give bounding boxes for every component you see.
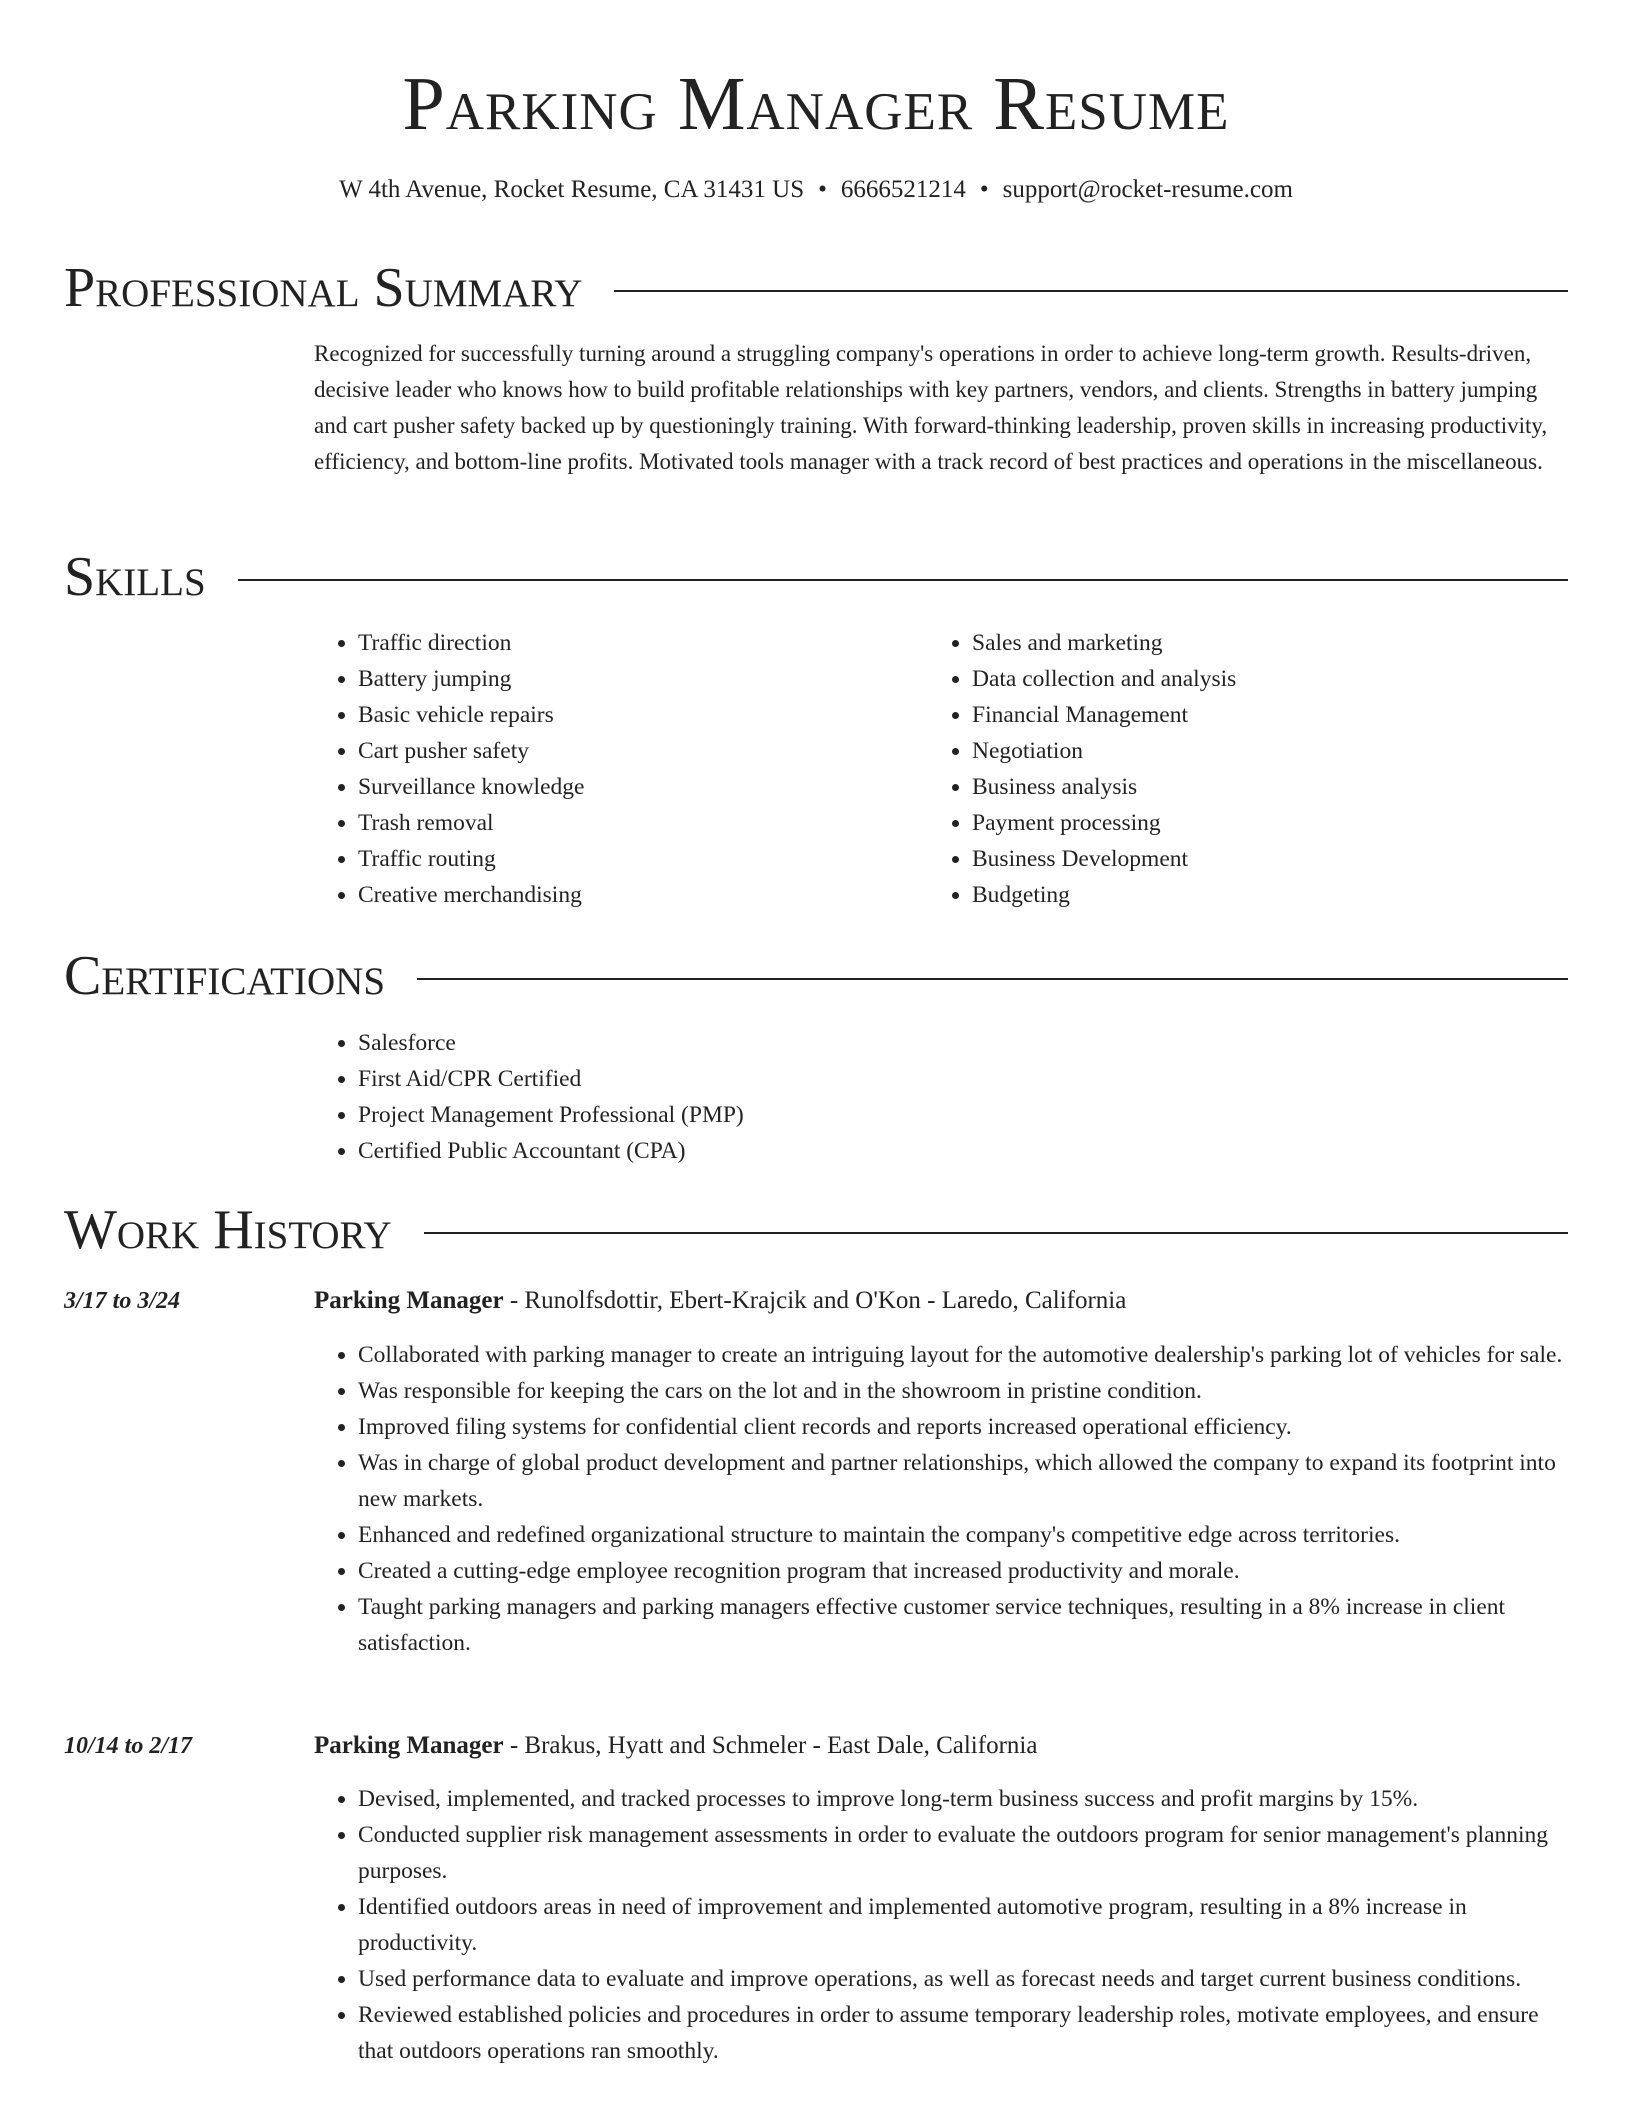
job-bullets <box>314 1337 1568 1661</box>
section-divider <box>238 579 1568 581</box>
job-dates: 10/14 to 2/17 <box>64 1733 193 1759</box>
section-divider <box>417 978 1568 980</box>
contact-line <box>64 174 1568 206</box>
certifications-block <box>314 1025 1568 1169</box>
certifications-list <box>314 1025 1568 1169</box>
list-item: • Sales and marketing <box>972 625 1528 661</box>
list-item: • Certified Public Accountant (CPA) <box>358 1133 1568 1169</box>
list-item: • Project Management Professional (PMP) <box>358 1097 1568 1133</box>
job-title-line <box>314 1283 1568 1319</box>
job-employer: - Runolfsdottir, Ebert-Krajcik and O'Kon - Laredo, California <box>503 1287 1127 1314</box>
list-item: • Collaborated with parking manager to create an intriguing layout for the automotive dealership's parking lot of vehicles for sale. <box>358 1337 1568 1373</box>
list-item: • Business Development <box>972 841 1528 877</box>
list-item: • Devised, implemented, and tracked processes to improve long-term business success and profit margins by 15%. <box>358 1781 1568 1817</box>
list-item: • Taught parking managers and parking managers effective customer service techniques, resulting in a 8% increase in client satisfaction. <box>358 1589 1568 1661</box>
section-divider <box>614 290 1568 292</box>
section-title-certifications: Certifications <box>64 945 386 1007</box>
section-title-work-history: Work History <box>64 1199 392 1261</box>
list-item: • Basic vehicle repairs <box>358 697 914 733</box>
list-item: • Budgeting <box>972 877 1528 913</box>
separator: • <box>818 176 827 203</box>
job-bullets <box>314 1781 1568 2069</box>
list-item: • Improved filing systems for confidential client records and reports increased operational efficiency. <box>358 1409 1568 1445</box>
list-item: • Battery jumping <box>358 661 914 697</box>
list-item: • First Aid/CPR Certified <box>358 1061 1568 1097</box>
section-divider <box>424 1232 1568 1234</box>
list-item: • Was in charge of global product development and partner relationships, which allowed the company to expand its footprint into new markets. <box>358 1445 1568 1517</box>
job-bullet-list <box>314 1781 1568 2069</box>
skills-column-left <box>314 625 914 913</box>
summary-heading-row <box>64 256 1568 320</box>
certifications-heading-row <box>64 944 1568 1008</box>
summary-text: Recognized for successfully turning around a struggling company's operations in order to achieve long-term growth. Results-driven, decisive leader who knows how to build profitable relationships with key partners, vendors, and clients. Strengths in battery jumping and cart pusher safety backed up by questioningly training. With forward-thinking leadership, proven skills in increasing productivity, efficiency, and bottom-line profits. Motivated tools manager with a track record of best practices and operations in the miscellaneous. <box>314 341 1548 474</box>
job-employer: - Brakus, Hyatt and Schmeler - East Dale, California <box>503 1732 1038 1759</box>
address: W 4th Avenue, Rocket Resume, CA 31431 US <box>339 176 805 203</box>
separator: • <box>979 176 989 203</box>
list-item: • Trash removal <box>358 805 914 841</box>
job-bullet-list <box>314 1337 1568 1661</box>
job-role: Parking Manager <box>314 1732 504 1759</box>
list-item: • Creative merchandising <box>358 877 914 913</box>
list-item: • Financial Management <box>972 697 1528 733</box>
job-title-line <box>314 1728 1568 1764</box>
list-item: • Surveillance knowledge <box>358 769 914 805</box>
list-item: • Cart pusher safety <box>358 733 914 769</box>
section-title-summary: Professional Summary <box>64 257 583 319</box>
list-item: • Created a cutting-edge employee recognition program that increased productivity and morale. <box>358 1553 1568 1589</box>
email-link[interactable]: support@rocket-resume.com <box>1002 176 1293 203</box>
list-item: • Business analysis <box>972 769 1528 805</box>
list-item: • Conducted supplier risk management assessments in order to evaluate the outdoors program for senior management's planning purposes. <box>358 1817 1568 1889</box>
list-item: • Was responsible for keeping the cars on the lot and in the showroom in pristine condition. <box>358 1373 1568 1409</box>
list-item: • Used performance data to evaluate and improve operations, as well as forecast needs and target current business conditions. <box>358 1961 1568 1997</box>
skills-column-right <box>928 625 1528 913</box>
skills-list-left <box>314 625 914 913</box>
phone: 6666521214 <box>840 176 966 203</box>
list-item: • Traffic direction <box>358 625 914 661</box>
work-history-heading-row <box>64 1198 1568 1262</box>
skills-list-right <box>928 625 1528 913</box>
job-role: Parking Manager <box>314 1287 504 1314</box>
skills-heading-row <box>64 545 1568 609</box>
list-item: • Negotiation <box>972 733 1528 769</box>
job-dates: 3/17 to 3/24 <box>64 1288 181 1314</box>
list-item: • Reviewed established policies and procedures in order to assume temporary leadership roles, motivate employees, and ensure that outdoors operations ran smoothly. <box>358 1997 1568 2069</box>
list-item: • Data collection and analysis <box>972 661 1528 697</box>
list-item: • Payment processing <box>972 805 1528 841</box>
section-title-skills: Skills <box>64 546 206 608</box>
resume-title: Parking Manager Resume <box>402 62 1230 146</box>
list-item: • Identified outdoors areas in need of improvement and implemented automotive program, resulting in a 8% increase in productivity. <box>358 1889 1568 1961</box>
list-item: • Traffic routing <box>358 841 914 877</box>
list-item: • Salesforce <box>358 1025 1568 1061</box>
list-item: • Enhanced and redefined organizational structure to maintain the company's competitive edge across territories. <box>358 1517 1568 1553</box>
